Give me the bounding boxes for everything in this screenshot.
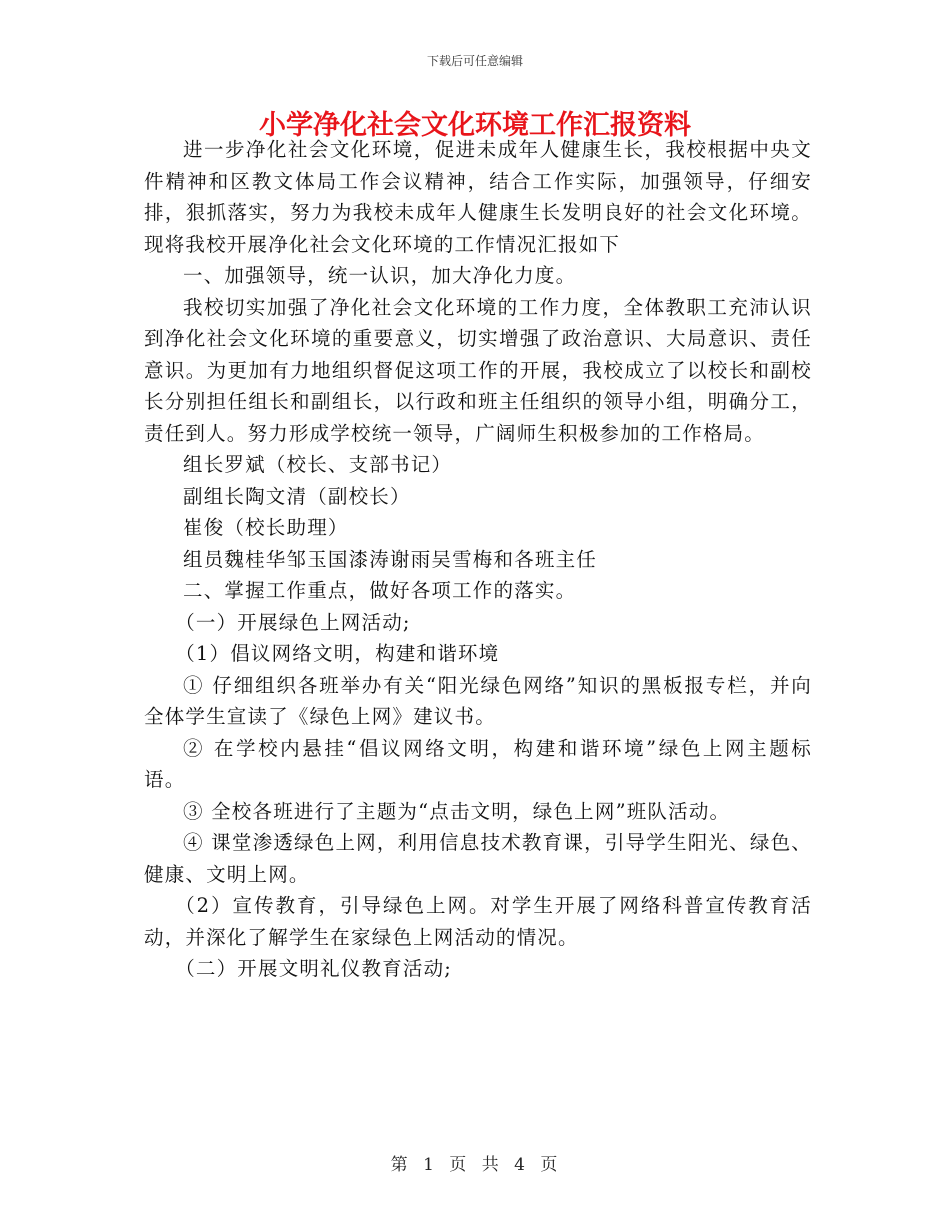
section-heading-1: 一、加强领导，统一认识，加大净化力度。 bbox=[183, 264, 577, 287]
document-title: 小学净化社会文化环境工作汇报资料 bbox=[259, 110, 691, 141]
paragraph-intro: 进一步净化社会文化环境，促进未成年人健康生长，我校根据中央文件精神和区教文体局工作会议精神，结合工作实际，加强领导，仔细安排，狠抓落实，努力为我校未成年人健康生长发明良好的社会文化环境。现将我校开展净化社会文化环境的工作情况汇报如下 bbox=[144, 138, 812, 256]
item-heading-2: （2）宣传教育，引导绿色上网。对学生开展了网络科普宣传教育活动，并深化了解学生在家绿色上网活动的情况。 bbox=[144, 894, 812, 949]
page-number-footer: 第 1 页 共 4 页 bbox=[390, 1155, 560, 1175]
document-body bbox=[144, 134, 812, 985]
page-header-note: 下载后可任意编辑 bbox=[426, 54, 523, 68]
subsection-heading-1: （一）开展绿色上网活动; bbox=[175, 610, 411, 634]
member-leader: 组长罗斌（校长、支部书记） bbox=[183, 453, 453, 476]
list-item-2: ② 在学校内悬挂“倡议网络文明，构建和谐环境”绿色上网主题标语。 bbox=[144, 736, 812, 791]
section-heading-2: 二、掌握工作重点，做好各项工作的落实。 bbox=[183, 579, 577, 602]
list-item-4: ④ 课堂渗透绿色上网，利用信息技术教育课，引导学生阳光、绿色、健康、文明上网。 bbox=[144, 831, 812, 886]
member-assistant: 崔俊（校长助理） bbox=[183, 516, 349, 539]
subsection-heading-2: （二）开展文明礼仪教育活动; bbox=[175, 957, 453, 980]
member-group: 组员魏桂华邹玉国漆涛谢雨吴雪梅和各班主任 bbox=[183, 547, 598, 571]
list-item-3: ③ 全校各班进行了主题为“点击文明，绿色上网”班队活动。 bbox=[183, 799, 731, 823]
member-deputy: 副组长陶文清（副校长） bbox=[183, 484, 411, 508]
paragraph-leadership: 我校切实加强了净化社会文化环境的工作力度，全体教职工充沛认识到净化社会文化环境的重要意义，切实增强了政治意识、大局意识、责任意识。为更加有力地组织督促这项工作的开展，我校成立了以校长和副校长分别担任组长和副组长，以行政和班主任组织的领导小组，明确分工，责任到人。努力形成学校统一领导，广阔师生积极参加的工作格局。 bbox=[144, 295, 812, 445]
list-item-1: ① 仔细组织各班举办有关“阳光绿色网络”知识的黑板报专栏，并向全体学生宣读了《绿色上网》建议书。 bbox=[144, 673, 812, 728]
item-heading-1: （1）倡议网络文明，构建和谐环境 bbox=[175, 642, 500, 665]
